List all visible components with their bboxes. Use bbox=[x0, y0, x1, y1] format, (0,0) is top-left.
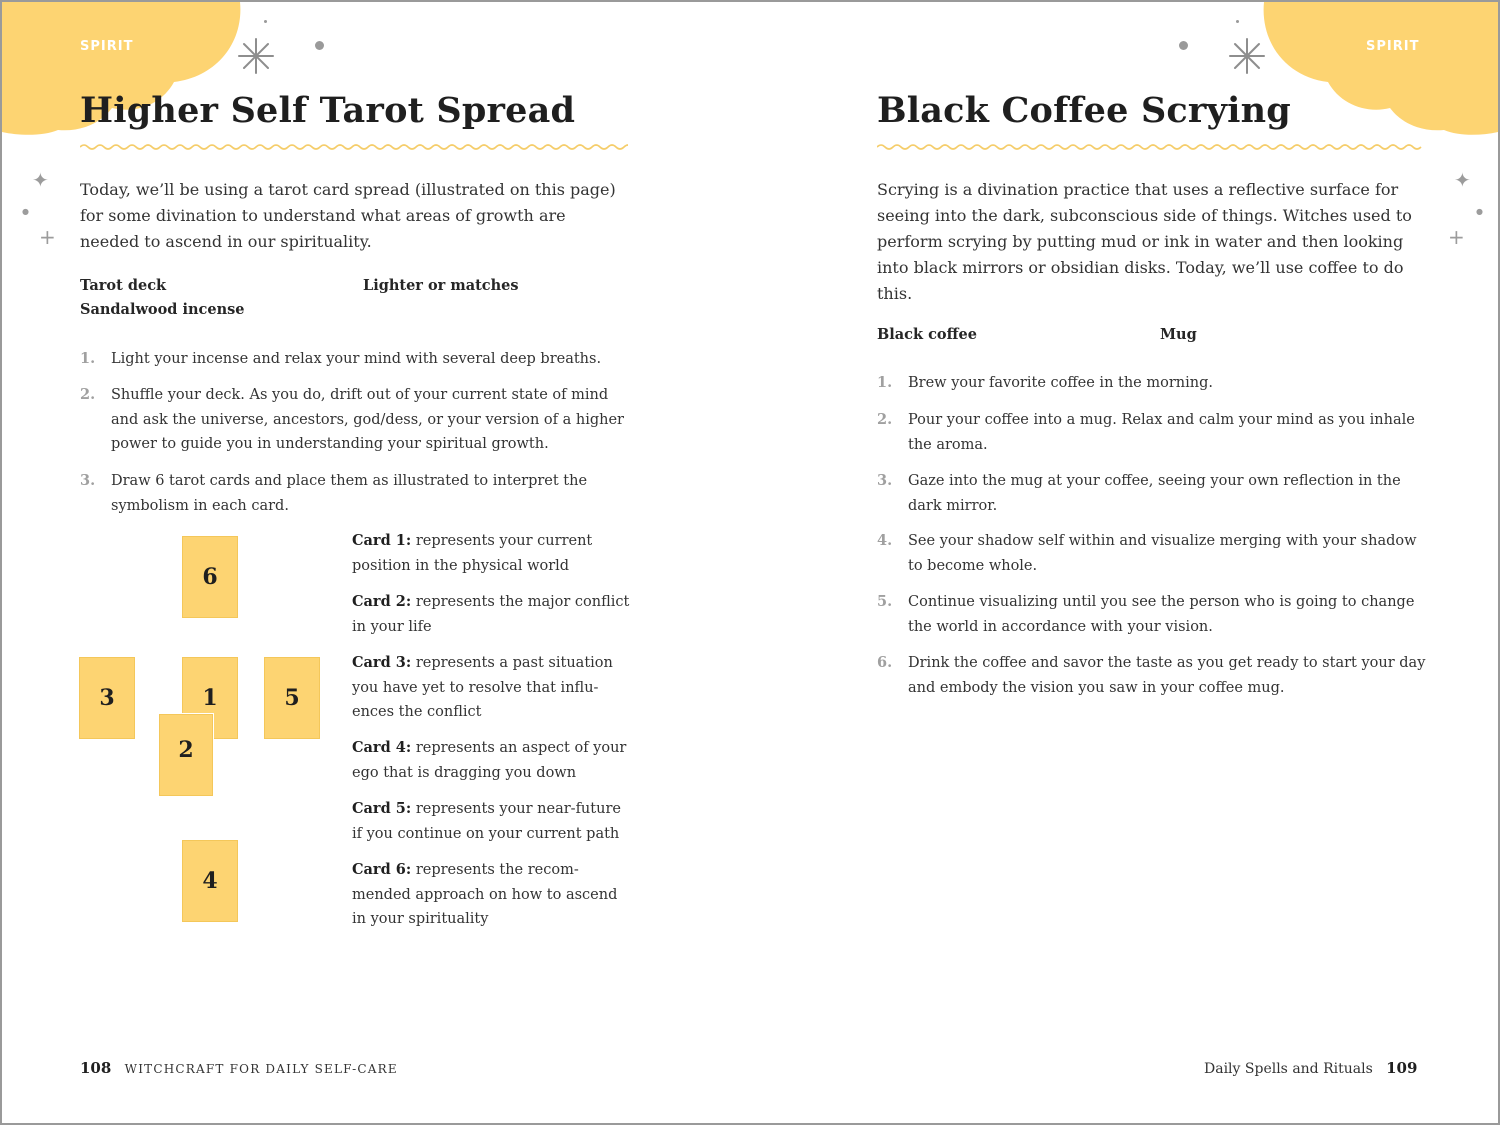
plus-sparkle-icon: + bbox=[1448, 225, 1465, 249]
step-number: 1. bbox=[80, 350, 96, 367]
cloud-blob-decoration bbox=[1258, 2, 1498, 137]
step-item bbox=[877, 408, 1428, 457]
material-item: Lighter or matches bbox=[363, 277, 519, 294]
step-item bbox=[877, 590, 1428, 639]
starburst-icon bbox=[236, 36, 276, 76]
step-number: 3. bbox=[877, 472, 893, 489]
step-item bbox=[80, 469, 631, 518]
card-label: Card 2: bbox=[352, 593, 412, 610]
sparkle-icon: ✦ bbox=[32, 168, 49, 192]
tarot-card: 6 bbox=[182, 536, 238, 618]
page-title: Black Coffee Scrying bbox=[877, 90, 1291, 131]
wavy-divider bbox=[877, 142, 1425, 152]
page-number: 109 bbox=[1386, 1059, 1418, 1077]
step-item bbox=[877, 529, 1428, 578]
card-description bbox=[352, 797, 632, 846]
step-text: Light your incense and relax your mind with several deep breaths. bbox=[111, 351, 602, 367]
page-footer bbox=[1204, 1059, 1417, 1077]
step-item bbox=[80, 347, 631, 372]
step-number: 3. bbox=[80, 472, 96, 489]
card-description bbox=[352, 651, 632, 725]
card-label: Card 1: bbox=[352, 532, 412, 549]
book-title: WITCHCRAFT FOR DAILY SELF-CARE bbox=[124, 1062, 398, 1076]
step-text: Pour your coffee into a mug. Relax and calm your mind as you inhale the aroma. bbox=[908, 412, 1415, 453]
chapter-title: Daily Spells and Rituals bbox=[1204, 1061, 1373, 1077]
section-tag: SPIRIT bbox=[80, 39, 134, 54]
card-text: represents the recommended approach on how to ascend in your spirituality bbox=[352, 862, 618, 927]
plus-sparkle-icon: + bbox=[39, 225, 56, 249]
dot-decoration bbox=[315, 41, 324, 50]
card-text: represents the major conflict in your life bbox=[352, 594, 630, 635]
card-text: represents your near-future if you continue on your current path bbox=[352, 801, 621, 842]
right-page bbox=[750, 2, 1498, 1123]
dot-decoration bbox=[1179, 41, 1188, 50]
tarot-card: 3 bbox=[79, 657, 135, 739]
card-description bbox=[352, 736, 632, 785]
intro-paragraph: Scrying is a divination practice that uses a reflective surface for seeing into the dark, subconscious side of things. Witches used to perform scrying by putting mud or ink in water and then looking into black mirrors or obsidian disks. Today, we’ll use coffee to do this. bbox=[877, 180, 1412, 303]
sparkle-icon: ✦ bbox=[1454, 168, 1471, 192]
starburst-icon bbox=[1227, 36, 1267, 76]
intro-paragraph: Today, we’ll be using a tarot card spread (illustrated on this page) for some divination to understand what areas of growth are needed to ascend in our spirituality. bbox=[80, 180, 616, 251]
step-number: 6. bbox=[877, 654, 893, 671]
step-text: Continue visualizing until you see the person who is going to change the world in accordance with your vision. bbox=[908, 594, 1415, 635]
section-tag: SPIRIT bbox=[1366, 39, 1420, 54]
step-text: Brew your favorite coffee in the morning. bbox=[908, 375, 1213, 391]
step-text: Shuffle your deck. As you do, drift out of your current state of mind and ask the universe, ancestors, god/dess, or your version of a higher power to guide you in understanding your spiritual growth. bbox=[111, 387, 624, 452]
page-title: Higher Self Tarot Spread bbox=[80, 90, 576, 131]
dot-decoration: ● bbox=[22, 207, 29, 216]
left-page bbox=[2, 2, 750, 1123]
card-label: Card 5: bbox=[352, 800, 412, 817]
dot-decoration bbox=[264, 20, 267, 23]
material-item: Mug bbox=[1160, 326, 1197, 343]
card-label: Card 3: bbox=[352, 654, 412, 671]
card-label: Card 6: bbox=[352, 861, 412, 878]
card-text: represents a past situation you have yet to resolve that influences the conflict bbox=[352, 655, 613, 720]
tarot-card: 4 bbox=[182, 840, 238, 922]
tarot-card: 5 bbox=[264, 657, 320, 739]
card-description bbox=[352, 529, 632, 578]
material-item: Sandalwood incense bbox=[80, 301, 245, 318]
step-text: Gaze into the mug at your coffee, seeing your own reflection in the dark mirror. bbox=[908, 473, 1401, 514]
card-text: represents your current position in the physical world bbox=[352, 533, 593, 574]
page-footer bbox=[80, 1059, 398, 1077]
tarot-card: 2 bbox=[159, 714, 213, 796]
card-label: Card 4: bbox=[352, 739, 412, 756]
step-item bbox=[877, 371, 1428, 396]
step-item bbox=[80, 383, 631, 457]
step-item bbox=[877, 469, 1428, 518]
step-text: See your shadow self within and visualize merging with your shadow to become whole. bbox=[908, 533, 1417, 574]
step-number: 1. bbox=[877, 374, 893, 391]
step-number: 4. bbox=[877, 532, 893, 549]
wavy-divider bbox=[80, 142, 628, 152]
dot-decoration bbox=[1236, 20, 1239, 23]
step-number: 5. bbox=[877, 593, 893, 610]
page-number: 108 bbox=[80, 1059, 112, 1077]
dot-decoration: ● bbox=[1476, 207, 1483, 216]
tarot-card: 1 bbox=[182, 657, 238, 739]
step-text: Draw 6 tarot cards and place them as illustrated to interpret the symbolism in each card. bbox=[111, 473, 588, 514]
card-description bbox=[352, 858, 632, 932]
step-number: 2. bbox=[80, 386, 96, 403]
card-text: represents an aspect of your ego that is dragging you down bbox=[352, 740, 627, 781]
card-description bbox=[352, 590, 632, 639]
step-item bbox=[877, 651, 1428, 700]
material-item: Black coffee bbox=[877, 326, 977, 343]
step-number: 2. bbox=[877, 411, 893, 428]
step-text: Drink the coffee and savor the taste as you get ready to start your day and embody the vision you saw in your coffee mug. bbox=[908, 655, 1426, 696]
material-item: Tarot deck bbox=[80, 277, 167, 294]
